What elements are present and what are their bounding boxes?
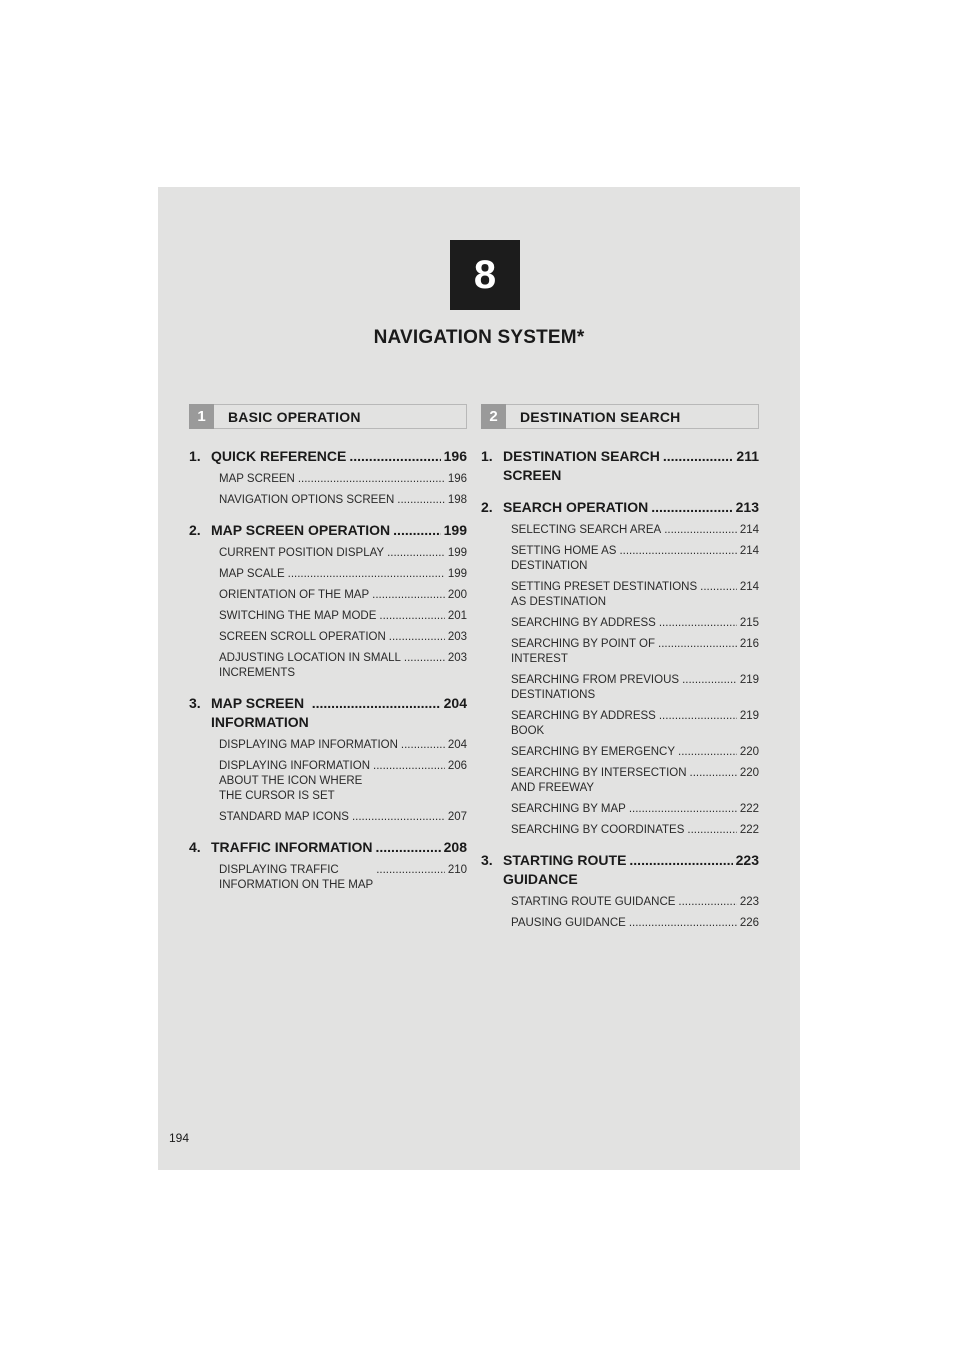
toc-subentry-page: 199 (447, 568, 467, 580)
toc-subentry-page: 223 (739, 896, 759, 908)
toc-subentry-page: 222 (739, 803, 759, 815)
toc-entry-title-wrap (503, 851, 759, 889)
toc-entry-heading[interactable] (189, 838, 467, 857)
toc-subentry[interactable] (219, 630, 467, 645)
page-number: 194 (169, 1131, 190, 1145)
toc-subentries (189, 546, 467, 681)
toc-subentry[interactable] (511, 709, 759, 739)
toc-entries (481, 447, 759, 931)
dot-leader (687, 823, 736, 838)
toc-subentry[interactable] (511, 580, 759, 610)
toc-subentry-page: 203 (447, 631, 467, 643)
toc-subentry-title: SWITCHING THE MAP MODE (219, 610, 377, 622)
toc-subentry-title: STANDARD MAP ICONS (219, 811, 349, 823)
toc-subentry-title: DISPLAYING TRAFFIC INFORMATION ON THE MAP (219, 864, 374, 891)
toc-subentry[interactable] (511, 523, 759, 538)
toc-entry-heading[interactable] (481, 447, 759, 485)
toc-subentry-page: 200 (447, 589, 467, 601)
toc-subentry[interactable] (511, 616, 759, 631)
toc-subentry[interactable] (511, 823, 759, 838)
toc-subentry[interactable] (219, 493, 467, 508)
toc-entry-title: STARTING ROUTE GUIDANCE (503, 852, 627, 887)
dot-leader (651, 498, 732, 517)
toc-subentry[interactable] (219, 810, 467, 825)
dot-leader (288, 567, 445, 582)
toc-entry-title-wrap (211, 521, 467, 540)
toc-subentry-title: NAVIGATION OPTIONS SCREEN (219, 494, 395, 506)
section-header (481, 404, 759, 429)
toc-entry-heading[interactable] (481, 851, 759, 889)
dot-leader (401, 738, 445, 753)
toc-subentry-title: SELECTING SEARCH AREA (511, 524, 662, 536)
dot-leader (700, 580, 737, 595)
section-basic-operation (189, 404, 467, 906)
toc-subentries (481, 523, 759, 838)
toc-entry-page: 211 (736, 448, 759, 464)
toc-subentry-title: SEARCHING BY COORDINATES (511, 824, 685, 836)
toc-subentries (189, 472, 467, 508)
toc-subentry-title: DISPLAYING MAP INFORMATION (219, 739, 398, 751)
toc-subentry-page: 204 (447, 739, 467, 751)
dot-leader (397, 493, 445, 508)
section-title: DESTINATION SEARCH (520, 408, 681, 425)
dot-leader (682, 673, 737, 688)
toc-entry-title: TRAFFIC INFORMATION (211, 839, 373, 855)
dot-leader (387, 546, 445, 561)
toc-subentry[interactable] (219, 759, 467, 804)
toc-subentry[interactable] (511, 745, 759, 760)
toc-subentry-title: SEARCHING BY INTERSECTION AND FREEWAY (511, 767, 687, 794)
toc-entry-heading[interactable] (189, 694, 467, 732)
toc-entry-heading[interactable] (481, 498, 759, 517)
toc-subentry[interactable] (511, 637, 759, 667)
toc-subentry-page: 214 (739, 545, 759, 557)
toc-subentry-page: 226 (739, 917, 759, 929)
toc-subentries (189, 863, 467, 893)
toc-subentry-page: 210 (447, 864, 467, 876)
dot-leader (663, 447, 734, 466)
toc-entry[interactable] (189, 521, 467, 681)
toc-subentry[interactable] (511, 895, 759, 910)
toc-subentry-page: 219 (739, 710, 759, 722)
toc-subentry-page: 220 (739, 746, 759, 758)
toc-subentry[interactable] (511, 802, 759, 817)
toc-entry-title-wrap (503, 498, 759, 517)
toc-entry-title: DESTINATION SEARCH SCREEN (503, 448, 660, 483)
toc-subentry-title: SEARCHING BY ADDRESS (511, 617, 656, 629)
dot-leader (379, 609, 444, 624)
toc-subentry[interactable] (219, 609, 467, 624)
toc-entry[interactable] (189, 694, 467, 825)
dot-leader (372, 588, 445, 603)
dot-leader (678, 745, 737, 760)
toc-subentry-page: 199 (447, 547, 467, 559)
toc-entry-title-wrap (211, 694, 467, 732)
toc-subentry-page: 201 (447, 610, 467, 622)
toc-entry-heading[interactable] (189, 447, 467, 466)
section-header (189, 404, 467, 429)
toc-subentry-page: 216 (739, 638, 759, 650)
toc-entry-heading[interactable] (189, 521, 467, 540)
dot-leader (658, 637, 737, 652)
toc-entry-page: 213 (735, 499, 759, 515)
toc-entry[interactable] (189, 447, 467, 508)
toc-subentry[interactable] (219, 651, 467, 681)
dot-leader (376, 863, 445, 878)
toc-subentry-title: MAP SCREEN (219, 473, 295, 485)
dot-leader (664, 523, 737, 538)
toc-subentries (481, 895, 759, 931)
toc-entry-page: 204 (443, 695, 467, 711)
dot-leader (659, 616, 737, 631)
toc-entry-title: QUICK REFERENCE (211, 448, 347, 464)
toc-entry[interactable] (481, 851, 759, 931)
toc-subentry[interactable] (511, 544, 759, 574)
toc-subentry-title: SEARCHING FROM PREVIOUS DESTINATIONS (511, 674, 680, 701)
toc-subentries (189, 738, 467, 825)
toc-entry-number: 3. (189, 695, 201, 711)
toc-subentry[interactable] (219, 567, 467, 582)
toc-entry-page: 223 (735, 852, 759, 868)
toc-entry-page: 208 (443, 839, 467, 855)
dot-leader (393, 521, 440, 540)
chapter-number: 8 (473, 252, 497, 297)
toc-subentry-title: MAP SCALE (219, 568, 285, 580)
dot-leader (629, 916, 737, 931)
toc-subentry-title: STARTING ROUTE GUIDANCE (511, 896, 676, 908)
toc-entry-number: 1. (481, 448, 493, 464)
toc-subentry-title: ADJUSTING LOCATION IN SMALL INCREMENTS (219, 652, 401, 679)
toc-subentry-page: 214 (739, 581, 759, 593)
toc-subentry-title: SEARCHING BY MAP (511, 803, 626, 815)
toc-entry-title-wrap (211, 447, 467, 466)
toc-entry[interactable] (481, 498, 759, 838)
toc-entry-number: 1. (189, 448, 201, 464)
toc-entry-title: MAP SCREEN OPERATION (211, 522, 391, 538)
toc-subentry-title: CURRENT POSITION DISPLAY (219, 547, 385, 559)
dot-leader (659, 709, 737, 724)
toc-entry-title-wrap (503, 447, 759, 485)
section-title: BASIC OPERATION (228, 408, 361, 425)
toc-entry[interactable] (481, 447, 759, 485)
toc-entries (189, 447, 467, 893)
dot-leader (352, 810, 445, 825)
chapter-title: NAVIGATION SYSTEM* (373, 327, 585, 348)
toc-subentry-page: 203 (447, 652, 467, 664)
dot-leader (619, 544, 736, 559)
chapter-number-badge (450, 240, 520, 310)
toc-subentry-page: 206 (447, 760, 467, 772)
toc-subentry-page: 222 (739, 824, 759, 836)
section-number: 1 (189, 404, 214, 429)
toc-subentry[interactable] (219, 738, 467, 753)
section-number: 2 (481, 404, 506, 429)
toc-entry-number: 2. (189, 522, 201, 538)
toc-subentry-page: 207 (447, 811, 467, 823)
toc-subentry-title: DISPLAYING INFORMATION ABOUT THE ICON WHERE THE CURSOR IS SET (219, 760, 371, 802)
dot-leader (629, 851, 732, 870)
toc-subentry[interactable] (511, 766, 759, 796)
toc-subentry[interactable] (219, 546, 467, 561)
toc-subentry-title: PAUSING GUIDANCE (511, 917, 626, 929)
toc-subentry[interactable] (219, 863, 467, 893)
dot-leader (312, 694, 441, 713)
toc-subentry-page: 215 (739, 617, 759, 629)
toc-entry-title: MAP SCREEN INFORMATION (211, 695, 309, 730)
toc-subentry-page: 220 (739, 767, 759, 779)
dot-leader (373, 759, 445, 774)
toc-subentry-title: SEARCHING BY EMERGENCY (511, 746, 676, 758)
toc-subentry-title: SETTING HOME AS DESTINATION (511, 545, 617, 572)
dot-leader (376, 838, 441, 857)
toc-subentry-title: SETTING PRESET DESTINATIONS AS DESTINATION (511, 581, 698, 608)
dot-leader (690, 766, 737, 781)
dot-leader (298, 472, 445, 487)
toc-subentry[interactable] (511, 673, 759, 703)
toc-entry[interactable] (189, 838, 467, 893)
dot-leader (349, 447, 440, 466)
section-destination-search (481, 404, 759, 944)
toc-subentry-page: 219 (739, 674, 759, 686)
toc-subentry[interactable] (219, 472, 467, 487)
toc-entry-title: SEARCH OPERATION (503, 499, 649, 515)
toc-subentry-page: 196 (447, 473, 467, 485)
toc-entry-page: 199 (443, 522, 467, 538)
toc-subentry-page: 214 (739, 524, 759, 536)
toc-entry-number: 3. (481, 852, 493, 868)
toc-entry-title-wrap (211, 838, 467, 857)
dot-leader (678, 895, 736, 910)
dot-leader (404, 651, 445, 666)
toc-subentry-title: SCREEN SCROLL OPERATION (219, 631, 386, 643)
toc-subentry-title: ORIENTATION OF THE MAP (219, 589, 370, 601)
dot-leader (389, 630, 445, 645)
toc-subentry[interactable] (511, 916, 759, 931)
toc-subentry-page: 198 (447, 494, 467, 506)
toc-subentry-title: SEARCHING BY ADDRESS BOOK (511, 710, 656, 737)
toc-subentry-title: SEARCHING BY POINT OF INTEREST (511, 638, 655, 665)
toc-entry-page: 196 (443, 448, 467, 464)
dot-leader (629, 802, 737, 817)
toc-subentry[interactable] (219, 588, 467, 603)
toc-entry-number: 4. (189, 839, 201, 855)
toc-entry-number: 2. (481, 499, 493, 515)
